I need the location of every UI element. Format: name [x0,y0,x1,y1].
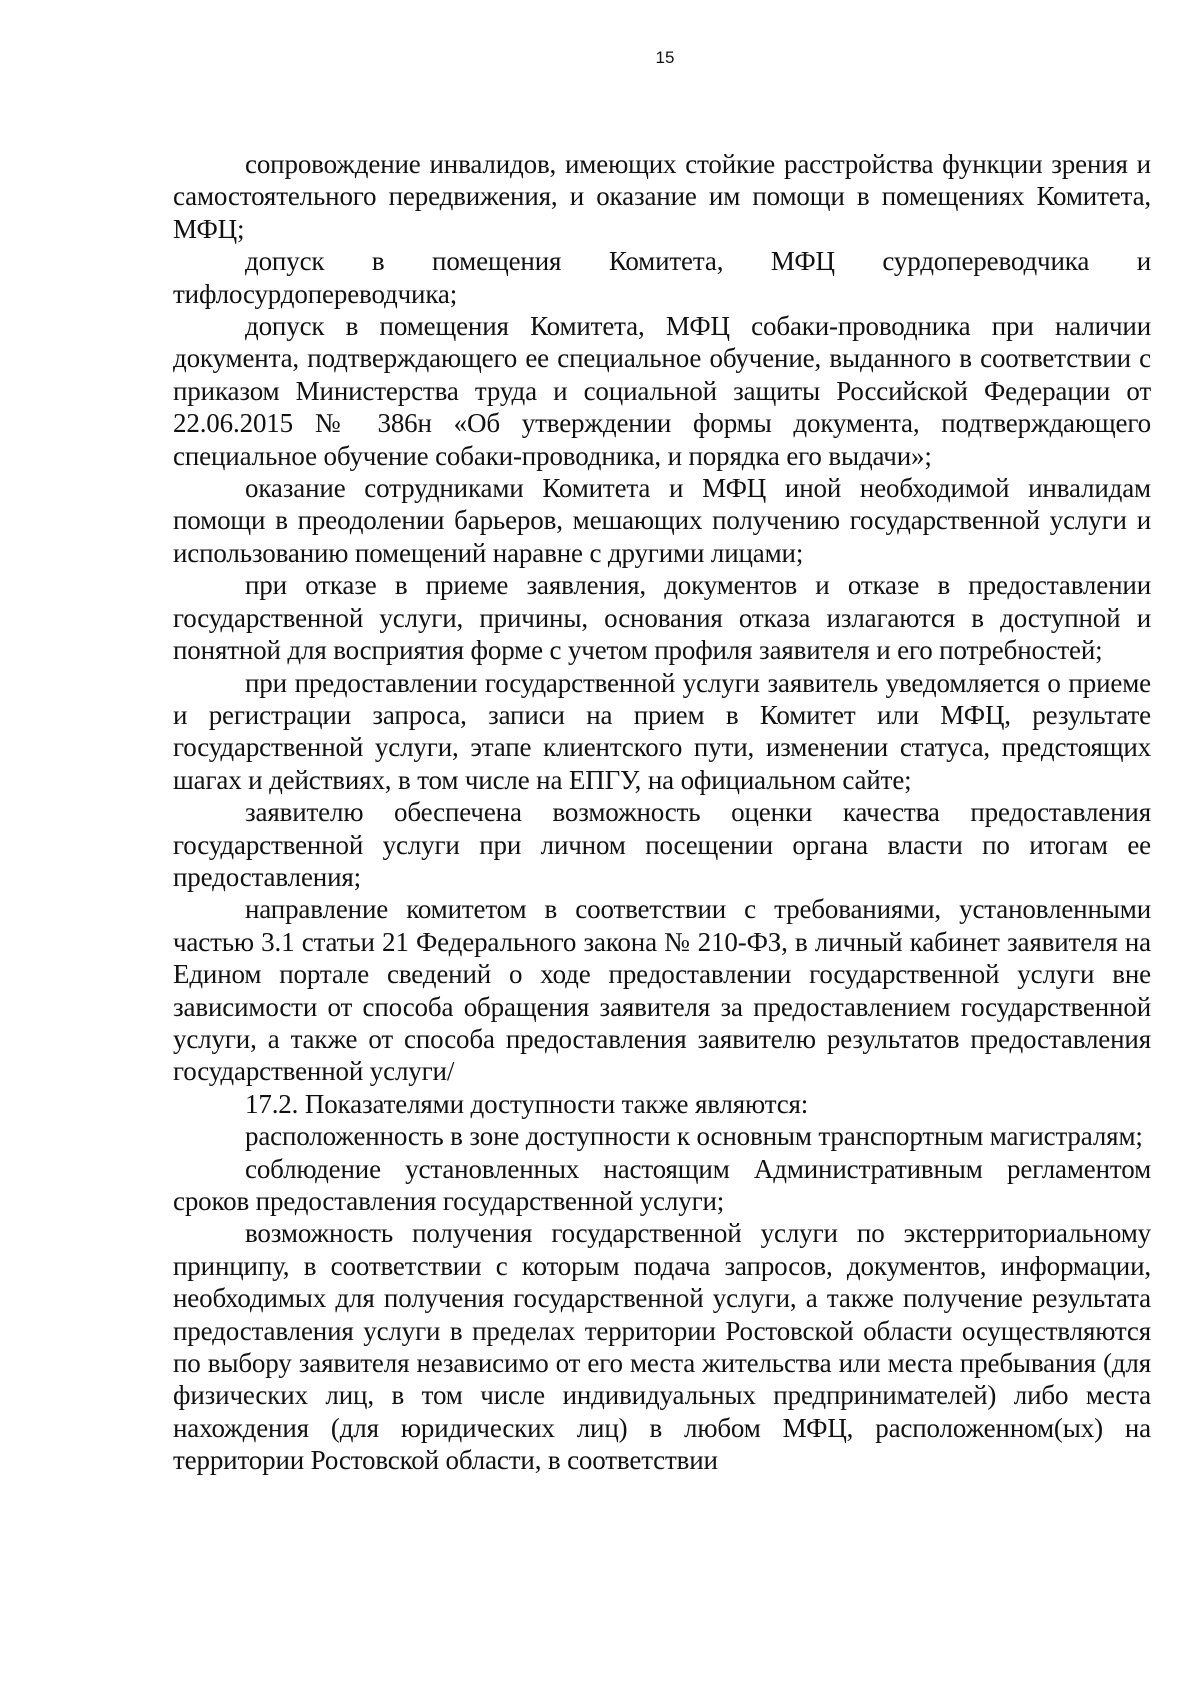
paragraph-guide-dog: допуск в помещения Комитета, МФЦ собаки-проводника при наличии документа, подтверждающего ее специальное обучение, выданного в соответствии с приказом Министерства труда и социальной защиты Российской Федерации от 22.06.2015 № 386н «Об утверждении формы документа, подтверждающего специальное обучение собаки-проводника, и порядка его выдачи»; [173,311,1151,471]
paragraph-staff-assistance: оказание сотрудниками Комитета и МФЦ иной необходимой инвалидам помощи в преодолении барьеров, мешающих получению государственной услуги и использованию помещений наравне с другими лицами; [173,473,1151,568]
document-body [173,148,1151,1477]
paragraph-quality-assessment: заявителю обеспечена возможность оценки качества предоставления государственной услуги при личном посещении органа власти по итогам ее предоставления; [173,797,1151,892]
paragraph-extraterritorial: возможность получения государственной услуги по экстерриториальному принципу, в соответствии с которым подача запросов, документов, информации, необходимых для получения государственной услуги, а также получение результата предоставления услуги в пределах территории Ростовской области осуществляются по выбору заявителя независимо от его места жительства или места пребывания (для физических лиц, в том числе индивидуальных предпринимателей) либо места нахождения (для юридических лиц) в любом МФЦ, расположенном(ых) на территории Ростовской области, в соответствии [173,1218,1151,1476]
paragraph-accessibility-indicators: 17.2. Показателями доступности также являются: [245,1088,809,1119]
paragraph-personal-cabinet: направление комитетом в соответствии с требованиями, установленными частью 3.1 статьи 21 Федерального закона № 210-ФЗ, в личный кабинет заявителя на Едином портале сведений о ходе предоставлении государственной услуги вне зависимости от способа обращения заявителя за предоставлением государственной услуги, а также от способа предоставления заявителю результатов предоставления государственной услуги/ [173,894,1151,1087]
paragraph-transport-access: расположенность в зоне доступности к основным транспортным магистралям; [245,1121,1143,1152]
paragraph-refusal-reasons: при отказе в приеме заявления, документов и отказе в предоставлении государственной услуги, причины, основания отказа излагаются в доступной и понятной для восприятия форме с учетом профиля заявителя и его потребностей; [173,570,1151,666]
paragraph-escort-disabled: сопровождение инвалидов, имеющих стойкие расстройства функции зрения и самостоятельного передвижения, и оказание им помощи в помещениях Комитета, МФЦ; [173,149,1151,244]
paragraph-deadlines: соблюдение установленных настоящим Административным регламентом сроков предоставления государственной услуги; [173,1153,1151,1216]
page-number: 15 [655,48,675,67]
paragraph-sign-language-interpreter: допуск в помещения Комитета, МФЦ сурдопереводчика и тифлосурдопереводчика; [173,246,1151,309]
paragraph-applicant-notification: при предоставлении государственной услуги заявитель уведомляется о приеме и регистрации запроса, записи на прием в Комитет или МФЦ, результате государственной услуги, этапе клиентского пути, изменении статуса, предстоящих шагах и действиях, в том числе на ЕПГУ, на официальном сайте; [173,667,1151,795]
